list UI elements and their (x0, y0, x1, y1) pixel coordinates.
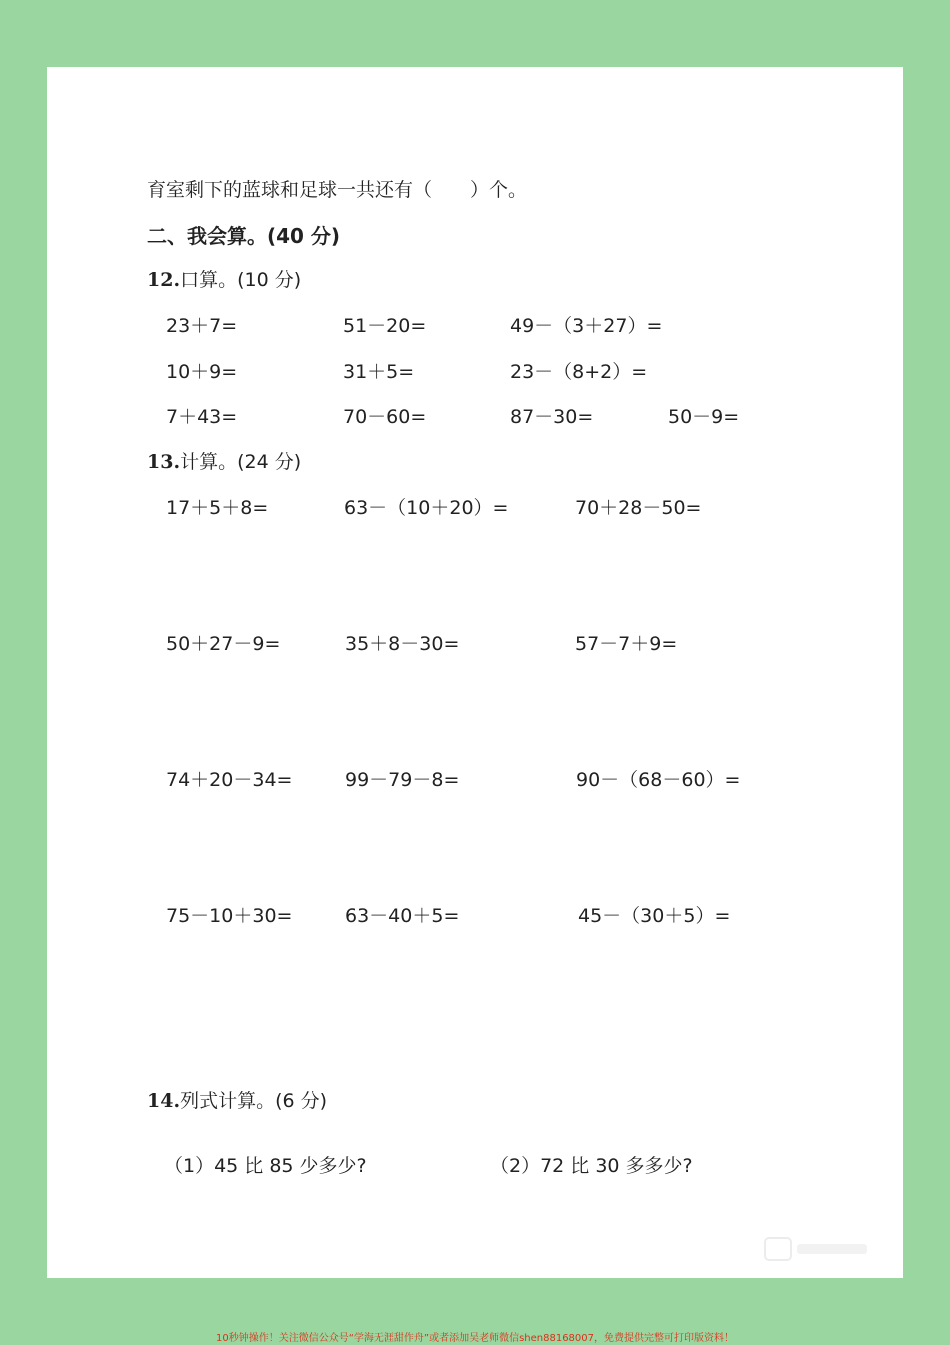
q14-title: 列式计算。(6 分) (180, 1090, 328, 1112)
q12-heading (147, 265, 301, 292)
q13-expr: 45－（30＋5）= (578, 905, 731, 927)
q13-expr: 70＋28－50= (575, 497, 702, 519)
q13-expr: 63－（10＋20）= (344, 497, 509, 519)
q13-number: 13. (147, 451, 181, 473)
q13-expr: 50＋27－9= (166, 633, 281, 655)
q13-expr: 99－79－8= (345, 769, 460, 791)
q14-item-2: （2）72 比 30 多多少? (490, 1155, 693, 1177)
q12-expr: 70－60= (343, 406, 427, 428)
q12-expr: 87－30= (510, 406, 594, 428)
q13-heading (147, 447, 301, 474)
q14-item-1: （1）45 比 85 少多少? (164, 1155, 367, 1177)
q13-title: 计算。(24 分) (180, 451, 302, 473)
q13-expr: 90－（68－60）= (576, 769, 741, 791)
watermark-logo (763, 1234, 873, 1264)
q13-expr: 57－7＋9= (575, 633, 678, 655)
q12-number: 12. (147, 269, 181, 291)
q14-number: 14. (147, 1090, 181, 1112)
q13-expr: 63－40＋5= (345, 905, 460, 927)
q12-expr: 23－（8+2）= (510, 361, 648, 383)
q12-expr: 31＋5= (343, 361, 415, 383)
q13-expr: 17＋5＋8= (166, 497, 269, 519)
q12-title: 口算。(10 分) (180, 269, 302, 291)
q12-expr: 49－（3＋27）= (510, 315, 663, 337)
q13-expr: 75－10＋30= (166, 905, 293, 927)
q12-expr: 23＋7= (166, 315, 238, 337)
q12-expr: 50－9= (668, 406, 740, 428)
q12-expr: 7＋43= (166, 406, 238, 428)
q13-expr: 74＋20－34= (166, 769, 293, 791)
q12-expr: 51－20= (343, 315, 427, 337)
q14-heading (147, 1086, 327, 1113)
section-title: 二、我会算。(40 分) (147, 224, 341, 248)
intro-line: 育室剩下的蓝球和足球一共还有（ ）个。 (147, 179, 528, 201)
q13-expr: 35＋8－30= (345, 633, 460, 655)
footer-notice: 10秒钟操作！关注微信公众号“学海无涯甜作舟”或者添加吴老师微信shen88168007，免费提供完整可打印版资料！ (215, 1333, 735, 1344)
worksheet-page (47, 67, 903, 1278)
q12-expr: 10＋9= (166, 361, 238, 383)
